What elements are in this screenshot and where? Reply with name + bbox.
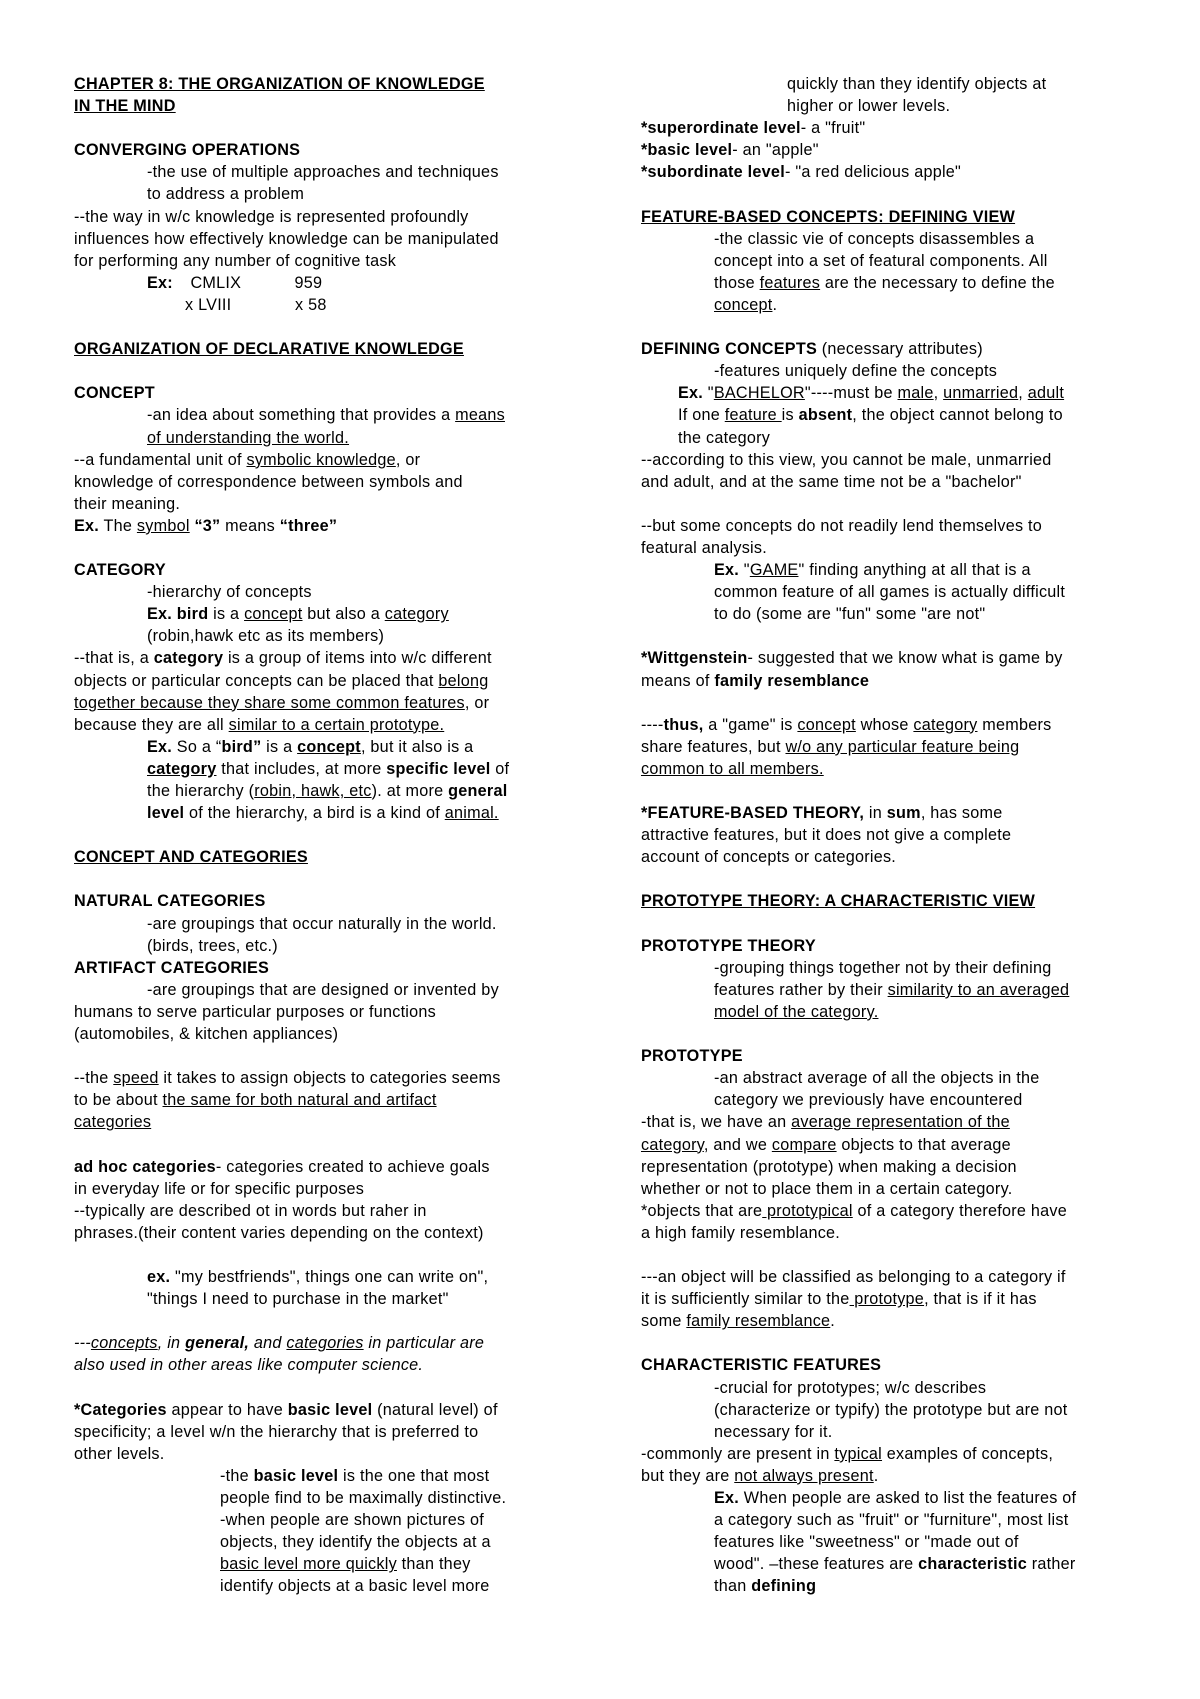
underlined-term: basic level more quickly: [220, 1555, 397, 1574]
fruit-example-line: a category such as "fruit" or "furniture", most list: [714, 1511, 1069, 1530]
underlined-term: adult: [1027, 384, 1065, 403]
paragraph-line: attractive features, but it does not give a complete: [641, 826, 1012, 845]
text-run: of a category therefore have: [852, 1201, 1067, 1220]
text-run: - suggested that we know what is game by: [747, 649, 1063, 668]
paragraph-line: featural analysis.: [641, 538, 767, 557]
underlined-term: concept: [714, 295, 773, 314]
text-run: of: [490, 759, 510, 778]
text-run: members: [977, 715, 1052, 734]
text-run: those: [714, 273, 760, 292]
bold-term: “three”: [279, 516, 338, 535]
paragraph-line: [641, 1134, 1141, 1156]
text-run: whose: [855, 715, 914, 734]
underlined-term: w/o any particular feature being: [785, 737, 1020, 756]
paragraph-line: [74, 714, 574, 736]
text-run: objects or particular concepts can be placed that: [74, 671, 439, 690]
bachelor-example-line: [641, 382, 1141, 404]
bold-term: family resemblance: [714, 671, 870, 690]
example-label: Ex:: [147, 273, 173, 292]
text-run: -commonly are present in: [641, 1444, 835, 1463]
text-run: -the: [220, 1466, 254, 1485]
text-run: appear to have: [166, 1400, 288, 1419]
bold-term: absent: [798, 406, 853, 425]
bold-term: *basic level: [641, 141, 733, 160]
text-run: is a: [261, 737, 298, 756]
characteristic-features-heading: CHARACTERISTIC FEATURES: [641, 1356, 882, 1375]
category-heading: CATEGORY: [74, 561, 166, 580]
example-label: Ex.: [147, 737, 173, 756]
text-run: The: [99, 516, 137, 535]
level-item-basic: [641, 139, 1141, 161]
text-run: ). at more: [371, 782, 449, 800]
text-run: , and we: [703, 1135, 772, 1154]
bold-term: bird”: [221, 737, 262, 756]
text-run: in particular are: [363, 1334, 485, 1353]
feature-based-line: [641, 272, 1141, 294]
bold-term: defining: [751, 1577, 817, 1596]
prototype-theory-heading: PROTOTYPE THEORY: [641, 936, 816, 955]
roman-example-line-2: [74, 294, 574, 316]
text-run: - an "apple": [732, 141, 819, 160]
paragraph-line: [74, 1156, 574, 1178]
basic-level-continuation: quickly than they identify objects at: [787, 75, 1047, 93]
feature-based-line: concept into a set of featural components. All: [714, 251, 1048, 270]
text-run: - categories created to achieve goals: [215, 1157, 490, 1176]
text-run: are the necessary to define the: [820, 273, 1055, 292]
fruit-example-line: [641, 1487, 1141, 1509]
bold-term: category: [153, 649, 224, 668]
text-run: some: [641, 1312, 687, 1331]
paragraph-line: [74, 670, 574, 692]
paragraph-line: [74, 692, 574, 714]
converging-definition-line: -the use of multiple approaches and techniques: [147, 163, 499, 182]
paragraph-line: [641, 1288, 1141, 1310]
underlined-term: typical: [834, 1444, 883, 1463]
fruit-example-line: [641, 1553, 1141, 1575]
bird-example-line: [74, 758, 574, 780]
underlined-term: common to all members.: [641, 759, 824, 778]
prototype-theory-section-heading: PROTOTYPE THEORY: A CHARACTERISTIC VIEW: [641, 892, 1036, 911]
characteristic-features-line: (characterize or typify) the prototype but are not: [714, 1400, 1068, 1419]
text-run: ---: [74, 1334, 91, 1353]
underlined-term: concepts: [90, 1334, 158, 1353]
fruit-example-line: [641, 1575, 1141, 1597]
text-run: the hierarchy (: [147, 782, 255, 800]
paragraph-line: [641, 1465, 1141, 1487]
paragraph-line: [74, 1399, 574, 1421]
prototype-theory-line: -grouping things together not by their defining: [714, 958, 1052, 977]
text-run: examples of concepts,: [882, 1444, 1054, 1463]
underlined-term: together because they share some common features: [74, 693, 465, 712]
paragraph-line: [641, 1310, 1141, 1332]
underlined-term: animal.: [444, 804, 499, 823]
basic-level-line: objects, they identify the objects at a: [220, 1533, 491, 1552]
converging-operations-heading: CONVERGING OPERATIONS: [74, 141, 301, 160]
underlined-term: category: [913, 715, 978, 734]
example-label: Ex.: [714, 561, 740, 580]
example-label: Ex.: [678, 384, 704, 403]
text-run: than: [714, 1577, 752, 1596]
adhoc-example-line: [74, 1266, 574, 1288]
bold-term: level: [147, 804, 185, 823]
text-run: and: [249, 1334, 287, 1353]
paragraph-line: phrases.(their content varies depending on the context): [74, 1223, 484, 1242]
paragraph-line: whether or not to place them in a certain category.: [641, 1179, 1013, 1198]
underlined-term: model of the category.: [714, 1002, 879, 1021]
text-run: ,: [1018, 384, 1028, 403]
underlined-term: GAME: [749, 561, 799, 580]
game-example-line: to do (some are "fun" some "are not": [714, 605, 986, 624]
paragraph-line: account of concepts or categories.: [641, 848, 897, 867]
prototype-line: -an abstract average of all the objects in the: [714, 1069, 1040, 1088]
bold-term: characteristic: [918, 1555, 1027, 1574]
paragraph-line: [74, 647, 574, 669]
bold-underlined-term: category: [147, 759, 217, 778]
underlined-term: concept: [244, 605, 303, 624]
characteristic-features-line: -crucial for prototypes; w/c describes: [714, 1378, 987, 1397]
text-run: " finding anything at all that is a: [798, 561, 1031, 580]
paragraph-line: other levels.: [74, 1444, 165, 1463]
underlined-term: category: [384, 605, 449, 624]
concept-definition-line: [74, 427, 574, 449]
paragraph-line: specificity; a level w/n the hierarchy that is preferred to: [74, 1422, 479, 1441]
italic-paragraph-line: [74, 1332, 574, 1354]
text-run: So a “: [172, 737, 222, 756]
paragraph-line: and adult, and at the same time not be a "bachelor": [641, 472, 1022, 491]
text-run: is a group of items into w/c different: [223, 649, 492, 668]
bold-term: *Categories: [74, 1400, 167, 1419]
bold-term: “3”: [189, 516, 221, 535]
underlined-term: compare: [771, 1135, 837, 1154]
underlined-term: of understanding the world.: [147, 428, 350, 447]
text-run: If one: [678, 406, 725, 425]
underlined-term: belong: [438, 671, 489, 690]
text-run: .: [772, 295, 778, 314]
text-run: in: [864, 804, 887, 823]
arabic-numeral: x 58: [295, 295, 327, 314]
prototype-theory-line: [641, 1001, 1141, 1023]
adhoc-example-line: "things I need to purchase in the market": [147, 1290, 449, 1309]
text-run: but also a: [302, 605, 385, 624]
concept-heading: CONCEPT: [74, 384, 155, 403]
text-run: but they are: [641, 1466, 735, 1485]
example-label: ex.: [147, 1268, 171, 1287]
underlined-term: symbolic knowledge: [246, 450, 396, 469]
paragraph-line: ---an object will be classified as belonging to a category if: [641, 1268, 1066, 1287]
text-run: , or: [395, 450, 421, 469]
paragraph-line: [74, 1067, 574, 1089]
underlined-term: unmarried: [943, 384, 1019, 403]
text-run: --a fundamental unit of: [74, 450, 247, 469]
text-run: ----: [641, 715, 664, 734]
bold-term: basic level: [287, 1400, 373, 1419]
text-run: , but it also is a: [360, 737, 474, 756]
bird-example-line: [74, 780, 574, 802]
underlined-term: symbol: [136, 516, 190, 535]
defining-concepts-line: -features uniquely define the concepts: [714, 362, 998, 381]
level-item-subordinate: [641, 161, 1141, 183]
bold-term: *Wittgenstein: [641, 649, 748, 668]
paragraph-line: for performing any number of cognitive task: [74, 251, 397, 270]
underlined-term: means: [455, 406, 505, 425]
bold-term: DEFINING CONCEPTS: [641, 340, 818, 359]
category-example-line: (robin,hawk etc as its members): [147, 627, 385, 646]
basic-level-line: people find to be maximally distinctive.: [220, 1489, 507, 1507]
underlined-term: average representation of the: [791, 1113, 1010, 1132]
underlined-term: concept: [797, 715, 856, 734]
natural-categories-heading: NATURAL CATEGORIES: [74, 892, 266, 911]
text-run: , has some: [920, 804, 1003, 823]
paragraph-line: [641, 758, 1141, 780]
artifact-categories-heading: ARTIFACT CATEGORIES: [74, 958, 270, 977]
arabic-numeral: 959: [294, 273, 323, 292]
bold-term: sum: [886, 804, 921, 823]
bold-term: *FEATURE-BASED THEORY,: [641, 804, 865, 823]
paragraph-line: representation (prototype) when making a decision: [641, 1157, 1017, 1176]
roman-numeral: x LVIII: [185, 295, 232, 314]
underlined-term: speed: [113, 1069, 159, 1088]
text-run: , that is if it has: [924, 1290, 1037, 1309]
prototype-heading: PROTOTYPE: [641, 1047, 743, 1066]
text-run: , the object cannot belong to: [852, 406, 1063, 425]
paragraph-line: a high family resemblance.: [641, 1223, 841, 1242]
category-example-line: [74, 603, 574, 625]
paragraph-line: --the way in w/c knowledge is represented profoundly: [74, 207, 469, 226]
paragraph-line: [641, 1200, 1141, 1222]
paragraph-line: [641, 714, 1141, 736]
characteristic-features-line: necessary for it.: [714, 1422, 833, 1441]
underlined-term: prototype: [849, 1290, 925, 1309]
roman-example-line-1: [74, 272, 574, 294]
underlined-term: features: [759, 273, 821, 292]
text-run: than they: [396, 1555, 471, 1574]
bold-term: *subordinate level: [641, 163, 785, 182]
feature-based-line: [641, 294, 1141, 316]
paragraph-line: [74, 1111, 574, 1133]
category-definition-line: -hierarchy of concepts: [147, 583, 312, 602]
underlined-term: family resemblance: [686, 1312, 831, 1331]
paragraph-line: [74, 449, 574, 471]
text-run: - "a red delicious apple": [784, 163, 962, 182]
paragraph-line: (automobiles, & kitchen appliances): [74, 1025, 339, 1044]
text-run: means of: [641, 671, 715, 690]
text-run: "----must be: [804, 384, 898, 403]
paragraph-line: --according to this view, you cannot be male, unmarried: [641, 450, 1052, 469]
concept-example-line: [74, 515, 574, 537]
underlined-term: similar to a certain prototype.: [228, 715, 445, 734]
paragraph-line: [641, 647, 1141, 669]
text-run: it is sufficiently similar to the: [641, 1290, 850, 1309]
example-label: Ex. bird: [147, 605, 209, 624]
concept-and-categories-heading: CONCEPT AND CATEGORIES: [74, 848, 308, 867]
paragraph-line: knowledge of correspondence between symbols and: [74, 472, 463, 491]
italic-paragraph-line: [74, 1354, 574, 1376]
underlined-term: categories: [286, 1334, 364, 1353]
declarative-knowledge-heading: ORGANIZATION OF DECLARATIVE KNOWLEDGE: [74, 340, 464, 359]
text-run: that includes, at more: [216, 759, 387, 778]
defining-concepts-line: [641, 404, 1141, 426]
underlined-term: feature: [724, 406, 782, 425]
basic-level-line: identify objects at a basic level more: [220, 1577, 490, 1596]
paragraph-line: humans to serve particular purposes or functions: [74, 1002, 437, 1021]
text-run: features rather by their: [714, 980, 888, 999]
level-item-superordinate: [641, 117, 1141, 139]
text-run: .: [830, 1312, 836, 1331]
chapter-title-line-2: IN THE MIND: [74, 97, 176, 116]
text-run: (necessary attributes): [817, 340, 983, 359]
bold-term: thus,: [663, 715, 704, 734]
text-run: objects to that average: [836, 1135, 1011, 1154]
text-run: *objects that are: [641, 1201, 763, 1220]
text-run: also used in other areas like computer science.: [74, 1356, 424, 1375]
bold-term: ad hoc categories: [74, 1157, 216, 1176]
example-label: Ex.: [74, 516, 100, 535]
bold-term: general: [448, 782, 508, 800]
text-run: wood". –these features are: [714, 1555, 919, 1574]
game-example-line: [641, 559, 1141, 581]
bold-underlined-term: concept: [297, 737, 361, 756]
underlined-term: not always present: [734, 1466, 874, 1485]
text-run: --the: [74, 1069, 114, 1088]
roman-numeral: CMLIX: [190, 273, 242, 292]
underlined-term: prototypical: [762, 1201, 853, 1220]
prototype-line: category we previously have encountered: [714, 1091, 1023, 1110]
text-run: ,: [933, 384, 944, 403]
text-run: , in: [157, 1334, 186, 1353]
text-run: -that is, we have an: [641, 1113, 792, 1132]
paragraph-line: their meaning.: [74, 494, 181, 513]
text-run: - a "fruit": [800, 119, 866, 138]
underlined-term: male: [897, 384, 934, 403]
natural-definition-line: (birds, trees, etc.): [147, 936, 278, 955]
chapter-title-line-1: CHAPTER 8: THE ORGANIZATION OF KNOWLEDGE: [74, 75, 485, 93]
text-run: .: [873, 1466, 879, 1485]
bird-example-line: [74, 736, 574, 758]
underlined-term: BACHELOR: [713, 384, 805, 403]
bold-term: basic level: [253, 1466, 339, 1485]
left-column: [74, 73, 574, 1597]
paragraph-line: [74, 1089, 574, 1111]
defining-concepts-heading: [641, 338, 1141, 360]
bold-term: *superordinate level: [641, 119, 801, 138]
fruit-example-line: features like "sweetness" or "made out of: [714, 1533, 1019, 1552]
prototype-theory-line: [641, 979, 1141, 1001]
paragraph-line: [641, 1111, 1141, 1133]
bold-term: specific level: [386, 759, 491, 778]
artifact-definition-line: -are groupings that are designed or invented by: [147, 980, 499, 999]
defining-concepts-line: the category: [678, 428, 771, 447]
underlined-term: robin, hawk, etc: [254, 782, 372, 800]
text-run: rather: [1026, 1555, 1076, 1574]
feature-based-concepts-heading: FEATURE-BASED CONCEPTS: DEFINING VIEW: [641, 207, 1016, 226]
text-run: because they are all: [74, 715, 229, 734]
text-run: ": [703, 384, 714, 403]
bird-example-line: [74, 802, 574, 824]
text-run: is the one that most: [338, 1466, 490, 1485]
paragraph-line: in everyday life or for specific purposes: [74, 1179, 365, 1198]
text-run: "my bestfriends", things one can write on",: [170, 1268, 489, 1287]
paragraph-line: --typically are described ot in words but raher in: [74, 1201, 427, 1220]
example-label: Ex.: [714, 1489, 740, 1507]
text-run: --that is, a: [74, 649, 154, 668]
text-run: (natural level) of: [372, 1400, 498, 1419]
concept-definition-line: [74, 404, 574, 426]
paragraph-line: influences how effectively knowledge can be manipulated: [74, 229, 499, 248]
basic-level-line: [74, 1465, 574, 1487]
text-run: ": [739, 561, 750, 580]
text-run: a "game" is: [703, 715, 798, 734]
text-run: share features, but: [641, 737, 786, 756]
text-run: is: [781, 406, 799, 425]
basic-level-continuation: higher or lower levels.: [787, 97, 951, 116]
paragraph-line: [641, 670, 1141, 692]
basic-level-line: -when people are shown pictures of: [220, 1511, 485, 1530]
text-run: -an idea about something that provides a: [147, 406, 456, 425]
underlined-term: the same for both natural and artifact: [162, 1091, 437, 1110]
text-run: to be about: [74, 1091, 163, 1110]
feature-based-line: -the classic vie of concepts disassembles a: [714, 229, 1035, 248]
game-example-line: common feature of all games is actually difficult: [714, 583, 1066, 602]
paragraph-line: [641, 1443, 1141, 1465]
text-run: it takes to assign objects to categories seems: [158, 1069, 501, 1088]
text-run: When people are asked to list the features of: [739, 1489, 1077, 1507]
underlined-term: similarity to an averaged: [887, 980, 1070, 999]
bold-term: general,: [185, 1334, 250, 1353]
paragraph-line: --but some concepts do not readily lend themselves to: [641, 516, 1043, 535]
text-run: , or: [464, 693, 490, 712]
paragraph-line: [641, 802, 1141, 824]
converging-definition-line: to address a problem: [147, 185, 305, 204]
text-run: means: [220, 516, 280, 535]
underlined-term: category: [641, 1135, 704, 1154]
basic-level-line: [74, 1553, 574, 1575]
right-column: [641, 73, 1141, 1597]
text-run: is a: [208, 605, 245, 624]
paragraph-line: [641, 736, 1141, 758]
underlined-term: categories: [74, 1113, 152, 1132]
natural-definition-line: -are groupings that occur naturally in the world.: [147, 914, 497, 933]
text-run: of the hierarchy, a bird is a kind of: [184, 804, 445, 823]
